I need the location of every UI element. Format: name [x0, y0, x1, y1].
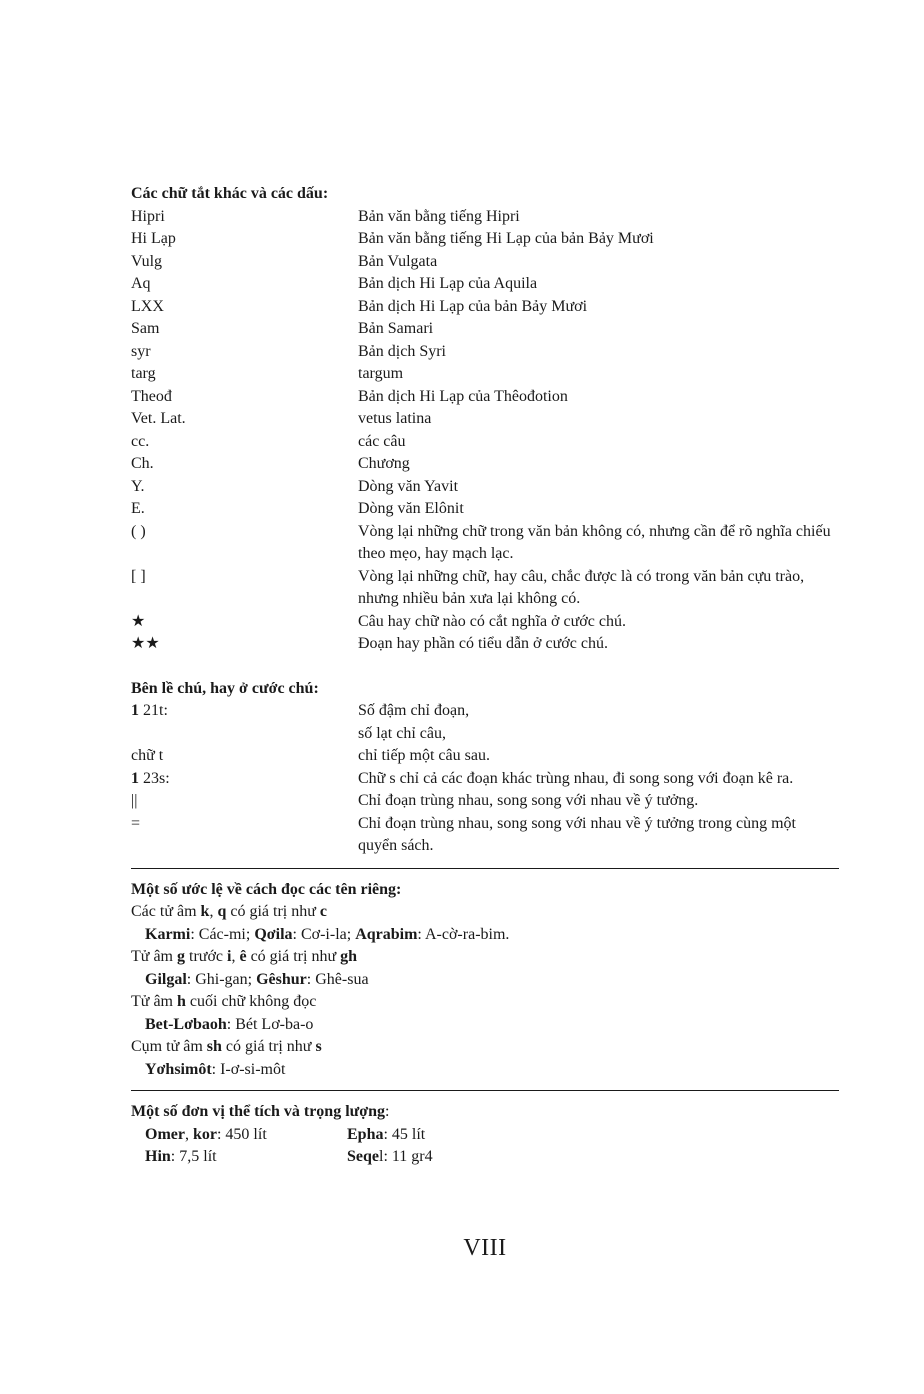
entry-definition: chỉ tiếp một câu sau.	[358, 747, 490, 764]
divider	[131, 1090, 839, 1091]
entry-definition: Đoạn hay phần có tiểu dẫn ở cước chú.	[358, 635, 608, 652]
entry-definition: Bản Samari	[358, 320, 434, 337]
entry-term: targ	[131, 365, 156, 382]
rule-line: Tử âm h cuối chữ không đọc	[131, 993, 317, 1010]
entry-row	[131, 251, 839, 274]
entry-term: chữ t	[131, 747, 164, 764]
entry-definition: Câu hay chữ nào có cắt nghĩa ở cước chú.	[358, 612, 626, 630]
entry-term: syr	[131, 342, 151, 360]
entry-term: Hi Lạp	[131, 230, 176, 247]
entry-definition: Bản Vulgata	[358, 252, 438, 270]
example-line: Yơhsimôt: I-ơ-si-môt	[145, 1060, 286, 1078]
entry-term: [ ]	[131, 567, 146, 585]
units-heading: Một số đơn vị thể tích và trọng lượng:	[131, 1103, 390, 1120]
page-content	[131, 183, 839, 1169]
entry-term: cc.	[131, 432, 150, 450]
entry-row	[131, 273, 839, 296]
entry-row	[131, 453, 839, 476]
entry-row	[131, 206, 839, 229]
entry-row	[131, 228, 839, 251]
entry-row	[131, 633, 839, 656]
entry-row	[131, 745, 839, 768]
entry-definition: vetus latina	[358, 410, 432, 427]
rule-line: Các tử âm k, q có giá trị như c	[131, 903, 328, 920]
entry-term: Aq	[131, 275, 151, 292]
entry-definition: Bản dịch Hi Lạp của bản Bảy Mươi	[358, 297, 588, 315]
entry-row	[131, 386, 839, 409]
entry-term: Theođ	[131, 387, 172, 405]
entry-definition: Bản văn bằng tiếng Hipri	[358, 207, 520, 225]
divider	[131, 868, 839, 869]
entry-term: LXX	[131, 297, 164, 315]
abbreviations-list	[131, 206, 839, 656]
entry-row	[131, 700, 839, 723]
entry-definition: Bản dịch Hi Lạp của Thêođotion	[358, 387, 568, 405]
entry-row	[131, 611, 839, 634]
entry-row	[131, 341, 839, 364]
rule-line: Cụm tử âm sh có giá trị như s	[131, 1038, 322, 1055]
entry-row	[131, 431, 839, 454]
entry-row	[131, 813, 839, 858]
entry-term: =	[131, 814, 141, 832]
entry-row	[131, 408, 839, 431]
entry-term: Vulg	[131, 252, 163, 270]
entry-definition: Chương	[358, 455, 410, 472]
entry-row	[131, 768, 839, 791]
entry-term: Ch.	[131, 455, 154, 472]
entry-row	[131, 318, 839, 341]
entry-definition: targum	[358, 365, 404, 382]
pronunciation-rules	[131, 901, 839, 1081]
entry-definition: Vòng lại những chữ, hay câu, chắc được là có trong văn bản cựu trào, nhưng nhiều bản xưa lại không có.	[358, 567, 805, 607]
entry-row	[131, 476, 839, 499]
entry-row	[131, 723, 839, 746]
entry-term: 1 21t:	[131, 702, 168, 719]
entry-definition: số lạt chỉ câu,	[358, 724, 446, 742]
entry-row	[131, 498, 839, 521]
entry-row	[131, 521, 839, 566]
entry-definition: Dòng văn Elônit	[358, 500, 464, 517]
entry-term: ★	[131, 612, 146, 630]
pronunciation-heading: Một số ước lệ về cách đọc các tên riêng:	[131, 880, 402, 898]
entry-row	[131, 566, 839, 611]
entry-row	[131, 790, 839, 813]
margin-notes-heading: Bên lề chú, hay ở cước chú:	[131, 679, 319, 697]
margin-notes-list	[131, 700, 839, 858]
entry-term: Hipri	[131, 207, 165, 225]
entry-term: Vet. Lat.	[131, 410, 186, 427]
entry-term: Y.	[131, 477, 145, 495]
entry-term: ||	[131, 792, 138, 809]
entry-term: E.	[131, 500, 145, 517]
example-line: Bet-Lơbaoh: Bét Lơ-ba-o	[145, 1015, 314, 1033]
entry-definition: Số đậm chỉ đoạn,	[358, 702, 470, 719]
entry-definition: Bản văn bằng tiếng Hi Lạp của bản Bảy Mươi	[358, 230, 654, 247]
example-line: Gilgal: Ghi-gan; Gêshur: Ghê-sua	[145, 970, 369, 988]
entry-term: ★★	[131, 635, 160, 652]
units-row: Hin: 7,5 lít Seqel: 11 gr4	[145, 1148, 433, 1165]
entry-definition: Bản dịch Hi Lạp của Aquila	[358, 275, 538, 292]
page-number: VIII	[463, 1235, 507, 1261]
entry-definition: Bản dịch Syri	[358, 342, 446, 360]
abbreviations-heading: Các chữ tắt khác và các dấu:	[131, 185, 329, 202]
entry-definition: Chỉ đoạn trùng nhau, song song với nhau về ý tưởng trong cùng một quyển sách.	[358, 814, 796, 854]
entry-term: 1 23s:	[131, 769, 170, 787]
rule-line: Tử âm g trước i, ê có giá trị như gh	[131, 948, 358, 965]
entry-definition: Vòng lại những chữ trong văn bản không có, nhưng cần để rõ nghĩa chiếu theo mẹo, hay mạch lạc.	[358, 522, 831, 562]
example-line: Karmi: Các-mi; Qơila: Cơ-i-la; Aqrabim: A-cờ-ra-bim.	[145, 925, 510, 943]
entry-definition: Chữ s chỉ cả các đoạn khác trùng nhau, đi song song với đoạn kê ra.	[358, 769, 794, 787]
entry-term	[131, 723, 358, 746]
entry-definition: Chỉ đoạn trùng nhau, song song với nhau về ý tưởng.	[358, 792, 699, 809]
entry-definition: Dòng văn Yavit	[358, 477, 459, 495]
entry-row	[131, 363, 839, 386]
entry-row	[131, 296, 839, 319]
entry-term: Sam	[131, 320, 160, 337]
units-row: Omer, kor: 450 lít Epha: 45 lít	[145, 1125, 426, 1143]
entry-definition: các câu	[358, 432, 406, 450]
entry-term: ( )	[131, 522, 146, 540]
